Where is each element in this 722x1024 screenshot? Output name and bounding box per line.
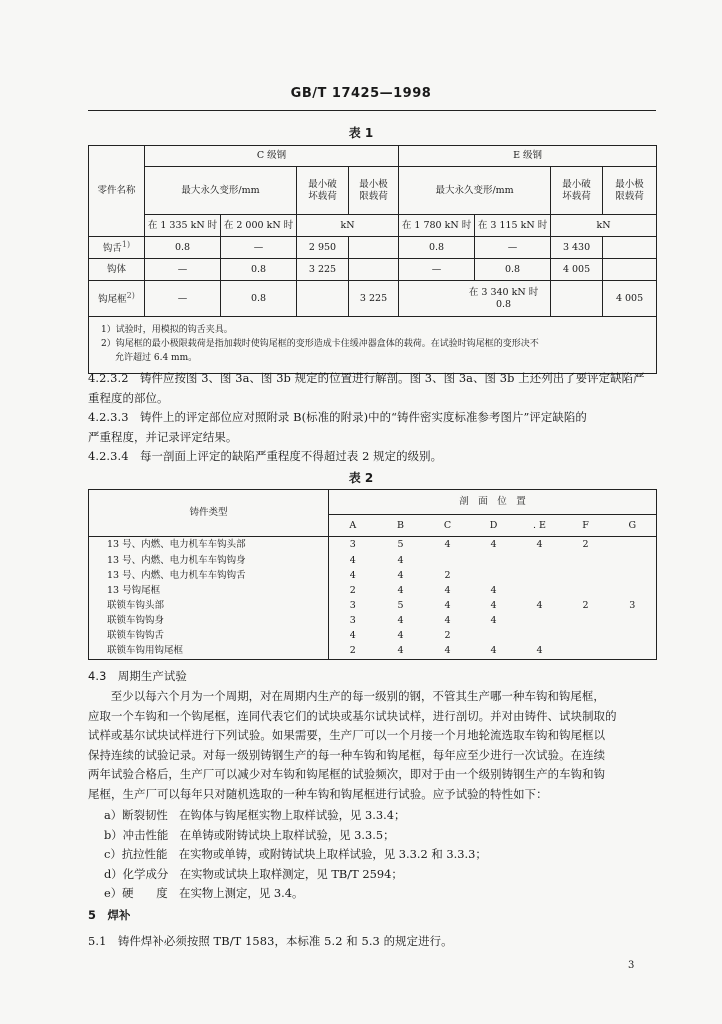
cell: 0.8: [221, 259, 297, 281]
list-item: c）抗拉性能 在实物或单铸，或附铸试块上取样试验，见 3.3.2 和 3.3.3；: [104, 847, 487, 861]
cell: [563, 614, 609, 629]
para-4-2-3-4: 4.2.3.4 每一剖面上评定的缺陷严重程度不得超过表 2 规定的级别。: [88, 449, 443, 463]
cell: 4: [444, 600, 451, 612]
cell: 4: [425, 644, 471, 660]
cell: [517, 554, 563, 569]
c-at-1335: 在 1 335 kN 时: [145, 215, 221, 237]
page-number: 3: [628, 960, 635, 971]
table1: [88, 145, 657, 374]
cell: [603, 237, 657, 259]
e-min-break-header: 最小破 坏载荷: [551, 167, 603, 215]
cell: 2: [444, 570, 451, 582]
c-kn-unit: kN: [297, 215, 399, 237]
e-max-deform-header: 最大永久变形/mm: [399, 167, 551, 215]
cell: [471, 629, 517, 644]
cell: 4: [349, 555, 356, 567]
cell: [425, 554, 471, 569]
cell: [563, 629, 609, 644]
table-row: [89, 259, 657, 281]
cell: 0.8: [145, 237, 221, 259]
cell: 4: [517, 644, 563, 660]
para-5-1: 5.1 铸件焊补必须按照 TB/T 1583，本标准 5.2 和 5.3 的规定进行。: [88, 934, 453, 948]
table-row: [89, 537, 657, 554]
cell: [603, 259, 657, 281]
cell: [563, 644, 609, 660]
c-min-limit-header: 最小极 限载荷: [349, 167, 399, 215]
list-item: e）硬 度 在实物上测定，见 3.4。: [104, 886, 304, 900]
cell: [471, 569, 517, 584]
part-name-cell: 钩舌$^{1)}$: [89, 237, 145, 259]
casting-type: 联锁车钩头部: [89, 599, 329, 614]
cell: —: [145, 281, 221, 317]
c-max-deform-header: 最大永久变形/mm: [145, 167, 297, 215]
cell: —: [475, 237, 551, 259]
list-item: b）冲击性能 在单铸或附铸试块上取样试验，见 3.3.5；: [104, 827, 395, 842]
cell: 4: [490, 539, 497, 551]
cell: —: [399, 259, 475, 281]
para-line: 严重程度，并记录评定结果。: [88, 429, 238, 444]
cell: [609, 584, 657, 599]
cell: 4: [536, 600, 543, 612]
para-line: 保持连续的试验记录。对每一级别铸钢生产的每一种车钩和钩尾框，每年应至少进行一次试验。在连续: [88, 747, 606, 762]
para-line: 重程度的部位。: [88, 390, 169, 405]
para-line: 至少以每六个月为一个周期，对在周期内生产的每一级别的钢，不管其生产哪一种车钩和钩尾框，: [110, 689, 605, 703]
cell: [563, 554, 609, 569]
table-row: [89, 644, 657, 660]
cell: [563, 584, 609, 599]
section-4-3-title: 4.3 周期生产试验: [88, 669, 187, 683]
cell: [471, 554, 517, 569]
e-min-limit-header: 最小极 限载荷: [603, 167, 657, 215]
part-name-cell: 钩尾框$^{2)}$: [89, 281, 145, 317]
cell: 4 005: [603, 281, 657, 317]
cell: [517, 584, 563, 599]
section-position-header: 剖 面 位 置: [329, 490, 657, 515]
cell: 4: [349, 570, 356, 582]
standard-number: GB/T 17425—1998: [290, 86, 432, 101]
cell: [297, 281, 349, 317]
col-header: F: [563, 515, 609, 537]
cell: 0.8: [221, 281, 297, 317]
c-at-2000: 在 2 000 kN 时: [221, 215, 297, 237]
col-header: C: [425, 515, 471, 537]
casting-type-header: 铸件类型: [89, 490, 329, 537]
section-4-3-body: [88, 687, 660, 804]
cell: 4: [471, 644, 517, 660]
col-header: A: [329, 515, 377, 537]
part-name-cell: 钩体: [89, 259, 145, 281]
col-header: . E: [517, 515, 563, 537]
col-header: G: [609, 515, 657, 537]
footnote-2-cont: 允许超过 6.4 mm。: [115, 352, 198, 363]
cell: 2: [582, 600, 589, 612]
para-4-2-3-2: [88, 369, 660, 408]
cell: 2: [582, 539, 589, 551]
para-line: 两年试验合格后，生产厂可以减少对车钩和钩尾框的试验频次，即对于由一个级别铸钢生产的车钩和钩: [88, 767, 606, 781]
cell: —: [221, 237, 297, 259]
cell: 2: [349, 585, 356, 597]
list-item: a）断裂韧性 在钩体与钩尾框实物上取样试验，见 3.3.4；: [104, 808, 406, 822]
cell: 2: [444, 630, 451, 642]
casting-type: 联锁车钩钩身: [89, 614, 329, 629]
table2: [88, 489, 657, 660]
cell: [349, 259, 399, 281]
cell: 4: [444, 615, 451, 627]
cell: [609, 569, 657, 584]
e-at-1780: 在 1 780 kN 时: [399, 215, 475, 237]
casting-type: 13 号钩尾框: [89, 584, 329, 599]
table2-caption: 表 2: [348, 471, 374, 485]
e-steel-header: E 级钢: [399, 146, 657, 167]
cell: [609, 644, 657, 660]
casting-type: 13 号、内燃、电力机车车钩钩身: [89, 554, 329, 569]
table-row: [89, 281, 657, 317]
c-min-break-header: 最小破 坏载荷: [297, 167, 349, 215]
col-header: B: [377, 515, 425, 537]
cell: 0.8: [475, 259, 551, 281]
cell: 3: [609, 599, 657, 614]
cell: 2 950: [297, 237, 349, 259]
e-at-3115: 在 3 115 kN 时: [475, 215, 551, 237]
table-row: [89, 599, 657, 614]
cell: [517, 614, 563, 629]
para-line: 尾框，生产厂可以每年只对随机选取的一种车钩和钩尾框进行试验。应予试验的特性如下：: [88, 786, 548, 801]
cell: 在 3 340 kN 时 0.8: [399, 281, 551, 317]
cell: 4: [349, 630, 356, 642]
col-header: D: [471, 515, 517, 537]
cell: 5: [397, 539, 404, 551]
footnote-2: 2）钩尾框的最小极限载荷是指加载时使钩尾框的变形造成卡住缓冲器盒体的载荷。在试验时钩尾框的变形决不: [101, 339, 539, 350]
casting-type: 13 号、内燃、电力机车车钩钩舌: [89, 569, 329, 584]
cell: 3: [349, 539, 356, 551]
cell: [563, 569, 609, 584]
cell: 4: [444, 539, 451, 551]
cell: 4: [397, 615, 404, 627]
cell: [517, 569, 563, 584]
cell: 3 225: [297, 259, 349, 281]
list-item: d）化学成分 在实物或试块上取样测定，见 TB/T 2594；: [104, 866, 403, 881]
cell: 4: [397, 555, 404, 567]
cell: 5: [397, 600, 404, 612]
cell: 3: [349, 600, 356, 612]
cell: 4 005: [551, 259, 603, 281]
cell: [517, 629, 563, 644]
para-4-2-3-3: [88, 408, 660, 447]
cell: 4: [397, 585, 404, 597]
casting-type: 联锁车钩用钩尾框: [89, 644, 329, 660]
cell: [551, 281, 603, 317]
cell: 4: [377, 644, 425, 660]
table-row: [89, 237, 657, 259]
cell: 2: [329, 644, 377, 660]
cell: 4: [490, 585, 497, 597]
table-row: [89, 629, 657, 644]
cell: 3 225: [349, 281, 399, 317]
table-row: [89, 569, 657, 584]
cell: 4: [536, 539, 543, 551]
cell: [609, 537, 657, 554]
cell: [609, 614, 657, 629]
table-row: [89, 614, 657, 629]
para-line: 4.2.3.3 铸件上的评定部位应对照附录 B(标准的附录)中的“铸件密实度标准参考图片”评定缺陷的: [88, 410, 587, 424]
para-line: 4.2.3.2 铸件应按图 3、图 3a、图 3b 规定的位置进行解剖。图 3、图 3a、图 3b 上还列出了要评定缺陷严: [88, 371, 645, 385]
cell: 0.8: [399, 237, 475, 259]
casting-type: 联锁车钩钩舌: [89, 629, 329, 644]
c-steel-header: C 级钢: [145, 146, 399, 167]
cell: —: [145, 259, 221, 281]
test-items-list: [104, 806, 644, 904]
cell: [609, 629, 657, 644]
section-5-title: 5 焊补: [88, 908, 131, 922]
e-kn-unit: kN: [551, 215, 657, 237]
part-name-header: 零件名称: [89, 146, 145, 237]
cell: 4: [444, 585, 451, 597]
cell: [349, 237, 399, 259]
para-line: 应取一个车钩和一个钩尾框，连同代表它们的试块或基尔试块试样，进行剖切。并对由铸件、试块制取的: [88, 708, 617, 723]
cell: [609, 554, 657, 569]
cell: 3 430: [551, 237, 603, 259]
cell: 4: [490, 615, 497, 627]
table1-caption: 表 1: [348, 126, 374, 140]
table1-footnotes: [89, 317, 657, 374]
cell: 3: [349, 615, 356, 627]
cell: 4: [397, 630, 404, 642]
casting-type: 13 号、内燃、电力机车车钩头部: [89, 537, 329, 554]
para-line: 试样或基尔试块试样进行下列试验。如果需要，生产厂可以一个月接一个月地轮流选取车钩和钩尾框以: [88, 728, 606, 742]
table-row: [89, 584, 657, 599]
footnote-1: 1）试验时，用模拟的钩舌夹具。: [101, 325, 233, 336]
cell: 4: [490, 600, 497, 612]
cell: 4: [397, 570, 404, 582]
header-rule: [88, 110, 656, 111]
table-row: [89, 554, 657, 569]
